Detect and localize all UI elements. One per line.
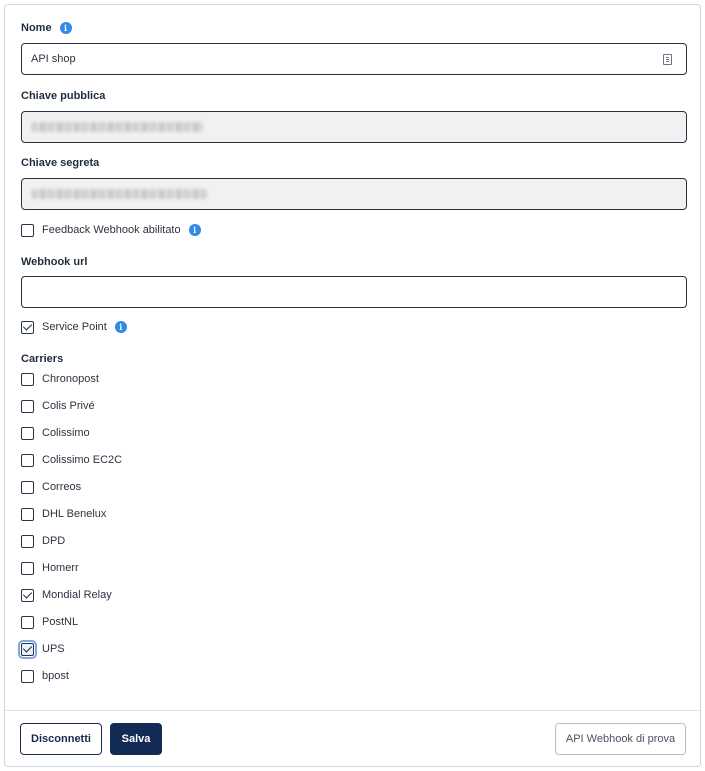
carrier-label: DHL Benelux bbox=[42, 508, 107, 520]
feedback-webhook-checkbox[interactable] bbox=[21, 224, 34, 237]
carrier-checkbox[interactable] bbox=[21, 670, 34, 683]
webhook-url-input[interactable] bbox=[21, 276, 687, 308]
carrier-checkbox[interactable] bbox=[21, 481, 34, 494]
carrier-row[interactable] bbox=[21, 425, 90, 441]
name-label-row bbox=[21, 22, 72, 34]
service-point-label: Service Point bbox=[42, 321, 107, 333]
integration-settings-card bbox=[4, 4, 701, 767]
webhook-url-label: Webhook url bbox=[21, 256, 88, 268]
carrier-row[interactable] bbox=[21, 371, 99, 387]
carrier-checkbox[interactable] bbox=[21, 589, 34, 602]
public-key-label: Chiave pubblica bbox=[21, 90, 106, 102]
service-point-row[interactable] bbox=[21, 319, 127, 335]
footer-divider bbox=[5, 710, 700, 711]
service-point-checkbox[interactable] bbox=[21, 321, 34, 334]
save-button[interactable]: Salva bbox=[110, 723, 162, 755]
info-icon[interactable]: i bbox=[60, 22, 72, 34]
secret-key-label: Chiave segreta bbox=[21, 157, 100, 169]
secret-key-field bbox=[21, 178, 687, 210]
carrier-label: bpost bbox=[42, 670, 69, 682]
carrier-label: UPS bbox=[42, 643, 65, 655]
carrier-checkbox[interactable] bbox=[21, 616, 34, 629]
carriers-label: Carriers bbox=[21, 353, 64, 365]
public-key-redacted bbox=[31, 122, 203, 132]
carrier-label: Colissimo EC2C bbox=[42, 454, 123, 466]
info-icon[interactable]: i bbox=[115, 321, 127, 333]
feedback-webhook-label: Feedback Webhook abilitato bbox=[42, 224, 181, 236]
carrier-checkbox[interactable] bbox=[21, 454, 34, 467]
info-icon[interactable]: i bbox=[189, 224, 201, 236]
carrier-label: PostNL bbox=[42, 616, 79, 628]
name-label: Nome bbox=[21, 22, 52, 34]
carrier-row[interactable] bbox=[21, 398, 95, 414]
carrier-label: Colis Privé bbox=[42, 400, 95, 412]
carrier-checkbox[interactable] bbox=[21, 400, 34, 413]
carrier-label: Chronopost bbox=[42, 373, 99, 385]
clipboard-icon[interactable] bbox=[663, 54, 672, 65]
carrier-label: Homerr bbox=[42, 562, 79, 574]
carrier-row[interactable] bbox=[21, 668, 69, 684]
carrier-label: Mondial Relay bbox=[42, 589, 112, 601]
carrier-row[interactable] bbox=[21, 587, 112, 603]
carrier-row[interactable] bbox=[21, 614, 78, 630]
carrier-row[interactable] bbox=[21, 641, 65, 657]
secret-key-redacted bbox=[31, 189, 207, 199]
carrier-row[interactable] bbox=[21, 533, 65, 549]
public-key-field bbox=[21, 111, 687, 143]
carrier-checkbox[interactable] bbox=[21, 643, 34, 656]
carrier-label: DPD bbox=[42, 535, 66, 547]
carrier-label: Colissimo bbox=[42, 427, 90, 439]
carrier-row[interactable] bbox=[21, 479, 81, 495]
carrier-row[interactable] bbox=[21, 506, 106, 522]
name-input[interactable] bbox=[21, 43, 687, 75]
carrier-checkbox[interactable] bbox=[21, 373, 34, 386]
carrier-row[interactable] bbox=[21, 560, 79, 576]
test-webhook-button[interactable]: API Webhook di prova bbox=[555, 723, 686, 755]
carrier-checkbox[interactable] bbox=[21, 508, 34, 521]
carrier-row[interactable] bbox=[21, 452, 122, 468]
carrier-checkbox[interactable] bbox=[21, 427, 34, 440]
name-input-value: API shop bbox=[31, 53, 76, 65]
feedback-webhook-row[interactable] bbox=[21, 222, 201, 238]
disconnect-button[interactable]: Disconnetti bbox=[20, 723, 102, 755]
carrier-label: Correos bbox=[42, 481, 82, 493]
carrier-checkbox[interactable] bbox=[21, 535, 34, 548]
carrier-checkbox[interactable] bbox=[21, 562, 34, 575]
